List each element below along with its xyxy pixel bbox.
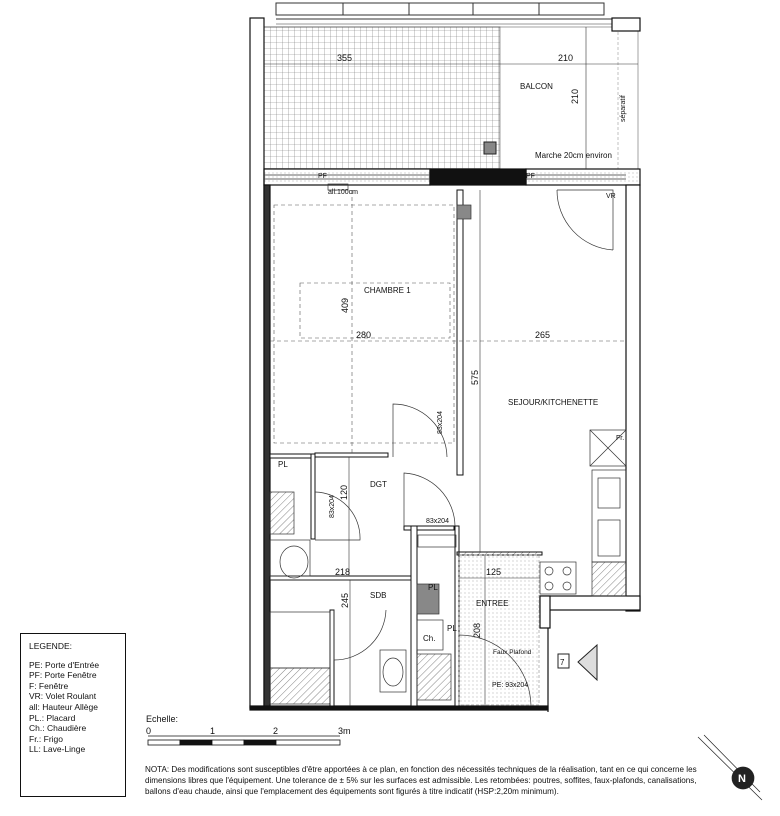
dim-dgt-length: 120: [339, 484, 349, 500]
label-faux-plafond: Faux Plafond: [493, 649, 532, 656]
dim-entree-depth: 208: [472, 622, 482, 638]
label-door-dgt: 83x204: [426, 518, 449, 525]
label-north-number: 7: [560, 658, 565, 667]
room-sdb: SDB: [370, 591, 387, 600]
balcony: [264, 3, 638, 169]
room-sejour: SEJOUR/KITCHENETTE: [508, 398, 599, 407]
legend-title: LEGENDE:: [29, 641, 72, 651]
label-pe: PE: 93x204: [492, 682, 529, 689]
label-pl-entree: PL: [447, 624, 457, 633]
dim-sdb-width: 218: [335, 567, 351, 577]
room-chambre: CHAMBRE 1: [364, 286, 411, 295]
label-pl-dgt: PL: [278, 460, 288, 469]
dim-chambre-depth: 409: [340, 297, 350, 313]
label-pf: PF: [318, 173, 327, 180]
legend-item: PL.: Placard: [29, 712, 76, 723]
legend-box: [20, 633, 126, 797]
scale-tick-0: 0: [146, 726, 152, 736]
legend-item: LL: Lave-Linge: [29, 744, 86, 755]
label-vr: VR: [606, 193, 616, 200]
label-pf-2: PF: [526, 173, 535, 180]
scale-bar: [148, 736, 340, 745]
label-door-chambre: 83x204: [437, 411, 444, 434]
legend-item: PF: Porte Fenêtre: [29, 670, 97, 681]
dim-sdb-depth: 245: [340, 592, 350, 608]
dim-entree-width: 125: [486, 567, 502, 577]
legend-item: PE: Porte d'Entrée: [29, 659, 100, 670]
scale-tick-2: 2: [273, 726, 279, 736]
scale-label: Echelle:: [146, 714, 179, 724]
room-balcon: BALCON: [520, 82, 553, 91]
legend-item: F: Fenêtre: [29, 680, 69, 691]
dim-sejour-width: 265: [535, 330, 551, 340]
chambre-furniture: [270, 190, 626, 454]
legend-item: Ch.: Chaudière: [29, 723, 87, 734]
room-entree: ENTREE: [476, 599, 509, 608]
label-pl-sdb: PL: [428, 583, 438, 592]
north-arrow-triangle: [578, 645, 597, 680]
label-door-sdb: 83x204: [329, 495, 336, 518]
kitchen: [540, 430, 626, 596]
scale-tick-1: 1: [210, 726, 216, 736]
room-dgt: DGT: [370, 480, 387, 489]
dim-balcon-depth: 210: [570, 88, 580, 104]
dim-balcon-left: 355: [337, 53, 353, 63]
disclaimer-note: NOTA: Des modifications sont susceptibles d'être apportées à ce plan, en fonction des nécessités techniques de la réalisation, tant en ce qui concerne les dimensions libres que l'équipement. Une tolerance de ± 5% sur les surfaces est admissible. Les retombées: poutres, soffites, faux-plafonds, canalisations, ballons d'eau chaude, ainsi que l'emplacement des équipements sont figurés à titre indicatif (HSP:2,20m minimum).: [145, 765, 697, 796]
dim-chambre-width: 280: [356, 330, 372, 340]
legend-item: Fr.: Frigo: [29, 733, 64, 744]
label-separatif: séparatif: [620, 95, 627, 122]
scale-tick-3: 3m: [338, 726, 351, 736]
legend-item: VR: Volet Roulant: [29, 691, 97, 702]
compass-letter: N: [738, 773, 746, 785]
legend-item: all: Hauteur Allège: [29, 701, 98, 712]
dim-sejour-depth: 575: [470, 369, 480, 385]
label-ch: Ch.: [423, 634, 436, 643]
compass: [698, 735, 762, 800]
label-allege: all:100cm: [328, 189, 358, 196]
dim-balcon-width: 210: [558, 53, 574, 63]
label-fr: Fr.: [616, 435, 625, 442]
label-marche: Marche 20cm environ: [535, 151, 612, 160]
